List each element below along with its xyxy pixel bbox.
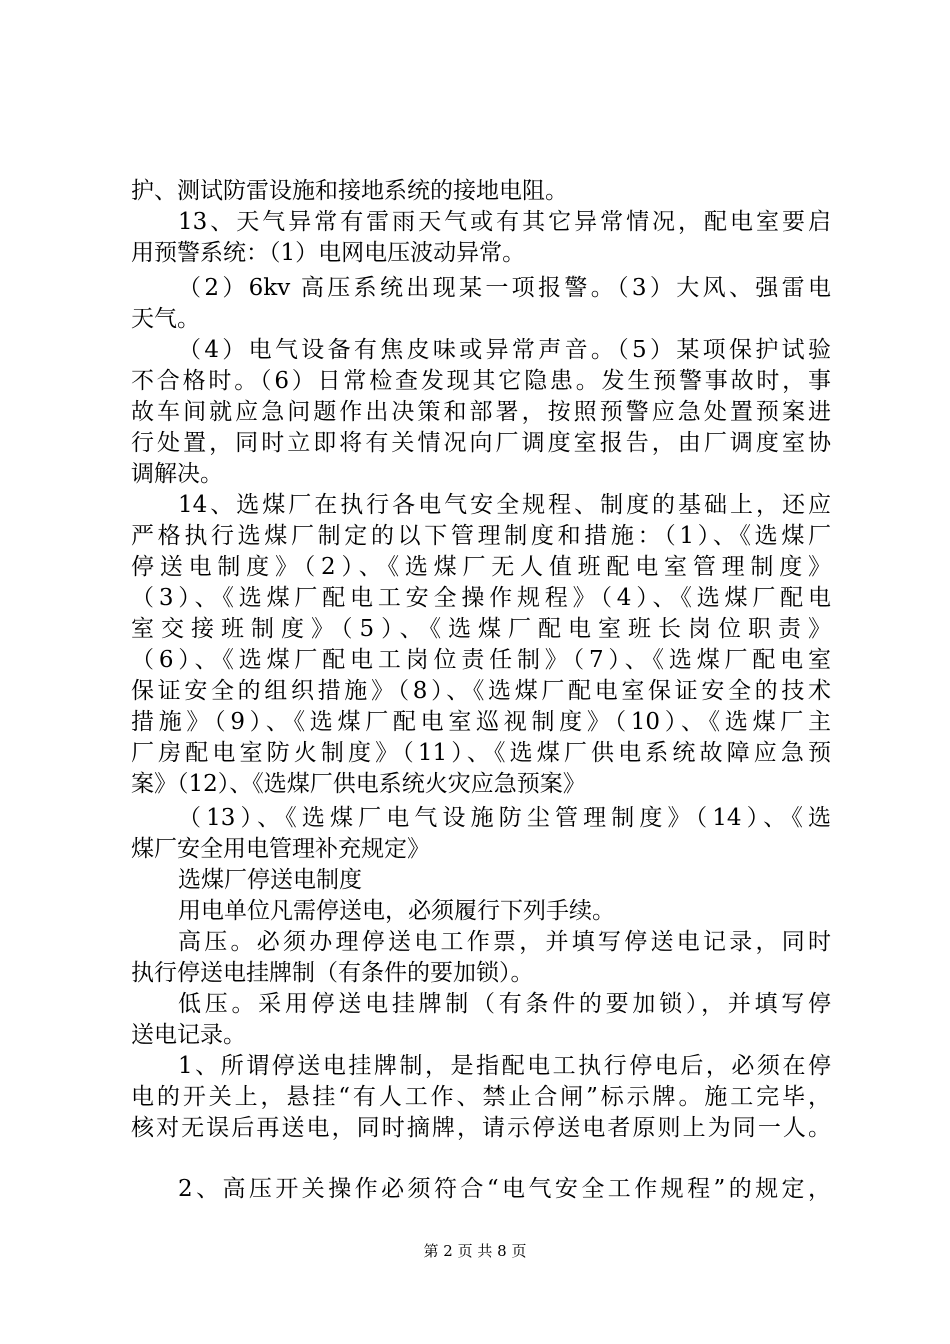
text-line: 停送电制度》（2）、《选煤厂无人值班配电室管理制度》 xyxy=(131,554,831,580)
text-line: 行处置，同时立即将有关情况向厂调度室报告，由厂调度室协 xyxy=(131,430,831,456)
text-line: 13、天气异常有雷雨天气或有其它异常情况，配电室要启 xyxy=(178,209,831,235)
text-line: 煤厂安全用电管理补充规定》 xyxy=(131,836,430,862)
text-line: （6）、《选煤厂配电工岗位责任制》（7）、《选煤厂配电室 xyxy=(131,647,831,673)
text-line: 高压。必须办理停送电工作票，并填写停送电记录，同时 xyxy=(178,929,831,955)
text-line: 天气。 xyxy=(131,306,200,332)
text-line: 护、测试防雷设施和接地系统的接地电阻。 xyxy=(131,178,568,204)
text-line: 电的开关上，悬挂“有人工作、禁止合闸”标示牌。施工完毕， xyxy=(131,1084,831,1110)
text-line: 1、所谓停送电挂牌制，是指配电工执行停电后，必须在停 xyxy=(178,1053,831,1079)
text-line: 故车间就应急问题作出决策和部署，按照预警应急处置预案进 xyxy=(131,399,831,425)
text-line: 室交接班制度》（5）、《选煤厂配电室班长岗位职责》 xyxy=(131,616,831,642)
text-line: 低压。采用停送电挂牌制（有条件的要加锁），并填写停 xyxy=(178,991,831,1017)
text-line: 调解决。 xyxy=(131,461,223,487)
text-line: 不合格时。（6）日常检查发现其它隐患。发生预警事故时，事 xyxy=(131,368,831,394)
text-line: 执行停送电挂牌制（有条件的要加锁）。 xyxy=(131,960,534,986)
text-line: 保证安全的组织措施》（8）、《选煤厂配电室保证安全的技术 xyxy=(131,678,831,704)
text-line: 严格执行选煤厂制定的以下管理制度和措施：（1）、《选煤厂 xyxy=(131,523,831,549)
page-number-footer: 第 2 页 共 8 页 xyxy=(423,1242,527,1260)
text-line: 送电记录。 xyxy=(131,1022,246,1048)
text-line: （2）6kv 高压系统出现某一项报警。（3）大风、强雷电 xyxy=(178,275,831,301)
text-line: 措施》（9）、《选煤厂配电室巡视制度》（10）、《选煤厂主 xyxy=(131,709,831,735)
text-line: 用预警系统：（1）电网电压波动异常。 xyxy=(131,240,526,266)
text-line: （3）、《选煤厂配电工安全操作规程》（4）、《选煤厂配电 xyxy=(131,585,831,611)
text-line: 案》（12）、《选煤厂供电系统火灾应急预案》 xyxy=(131,771,586,797)
text-line: 用电单位凡需停送电，必须履行下列手续。 xyxy=(178,898,615,924)
section-heading: 选煤厂停送电制度 xyxy=(178,867,362,893)
text-line: （4）电气设备有焦皮味或异常声音。（5）某项保护试验 xyxy=(178,337,831,363)
text-line: （13）、《选煤厂电气设施防尘管理制度》（14）、《选 xyxy=(178,805,831,831)
text-line: 厂房配电室防火制度》（11）、《选煤厂供电系统故障应急预 xyxy=(131,740,831,766)
text-line: 核对无误后再送电，同时摘牌，请示停送电者原则上为同一人。 xyxy=(131,1115,831,1141)
text-line: 14、选煤厂在执行各电气安全规程、制度的基础上，还应 xyxy=(178,492,831,518)
text-line: 2、高压开关操作必须符合“电气安全工作规程”的规定， xyxy=(178,1176,831,1202)
